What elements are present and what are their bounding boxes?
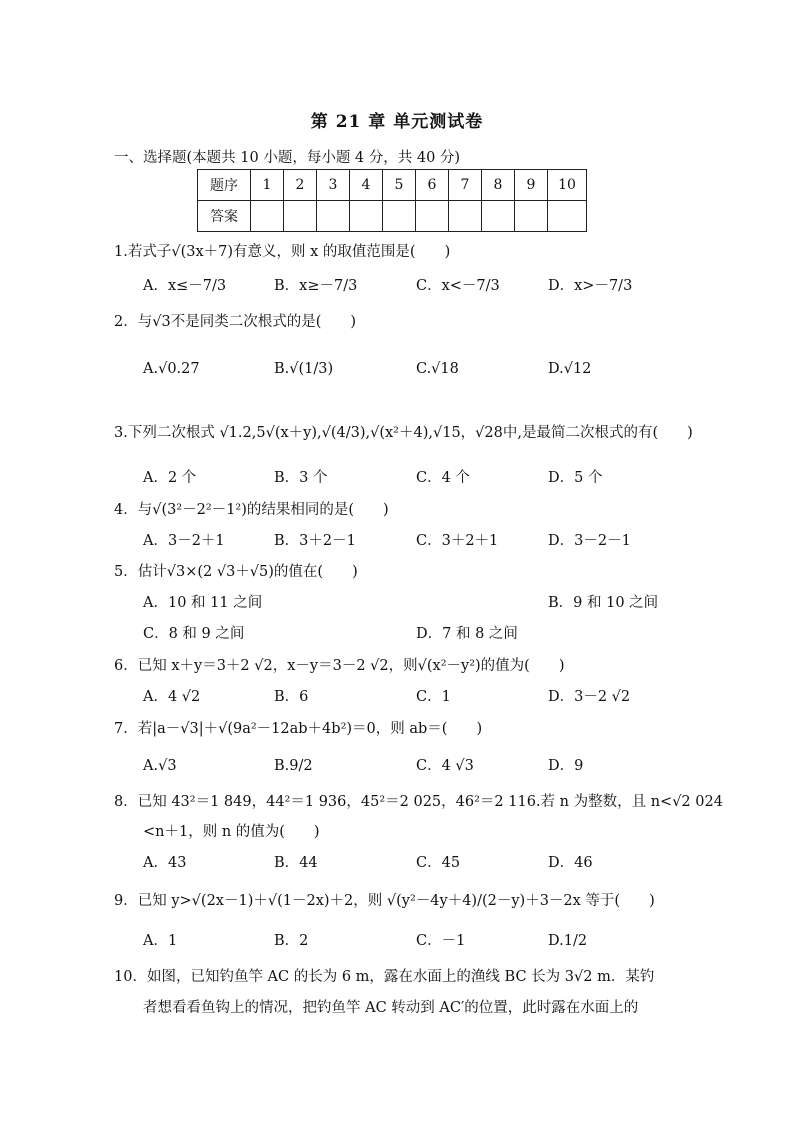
table-number: 6 — [416, 170, 449, 201]
question-1: 1.若式子√(3x＋7)有意义，则 x 的取值范围是( ) — [114, 244, 451, 260]
q7-option-d: D．9 — [548, 758, 584, 774]
table-number: 9 — [515, 170, 548, 201]
q4-option-a: A．3－2＋1 — [143, 533, 225, 549]
answer-table — [197, 169, 587, 232]
answer-cell[interactable] — [515, 201, 548, 232]
table-number: 5 — [383, 170, 416, 201]
answer-cell[interactable] — [251, 201, 284, 232]
section-heading: 一、选择题(本题共 10 小题，每小题 4 分，共 40 分) — [114, 150, 461, 166]
q6-option-c: C．1 — [416, 689, 451, 705]
q7-option-b: B.9/2 — [274, 758, 313, 774]
q8-option-a: A．43 — [143, 855, 187, 871]
q8-option-c: C．45 — [416, 855, 461, 871]
question-10-line-2: 者想看看鱼钩上的情况，把钓鱼竿 AC 转动到 AC′的位置，此时露在水面上的 — [143, 1000, 639, 1016]
q9-option-b: B．2 — [274, 933, 309, 949]
q9-option-a: A．1 — [143, 933, 178, 949]
question-9: 9．已知 y>√(2x－1)＋√(1－2x)＋2，则 √(y²－4y＋4)/(2－y)＋3－2x 等于( ) — [114, 893, 655, 909]
answer-cell[interactable] — [548, 201, 587, 232]
answer-cell[interactable] — [284, 201, 317, 232]
question-10-line-1: 10．如图，已知钓鱼竿 AC 的长为 6 m，露在水面上的渔线 BC 长为 3√2 m．某钓 — [114, 969, 655, 985]
answer-cell[interactable] — [416, 201, 449, 232]
q9-option-c: C．－1 — [416, 933, 466, 949]
q7-option-a: A.√3 — [143, 758, 177, 774]
question-3: 3.下列二次根式 √1.2,5√(x＋y),√(4/3),√(x²＋4),√15，√28中,是最简二次根式的有( ) — [114, 425, 693, 441]
answer-table-number-row — [198, 170, 587, 201]
q2-option-d: D.√12 — [548, 361, 592, 377]
table-number: 7 — [449, 170, 482, 201]
q5-option-a: A．10 和 11 之间 — [143, 595, 263, 611]
question-7: 7．若|a－√3|＋√(9a²－12ab＋4b²)＝0，则 ab＝( ) — [114, 721, 483, 737]
page-title: 第 21 章 单元测试卷 — [310, 112, 484, 132]
question-8-line-2: <n＋1，则 n 的值为( ) — [143, 824, 320, 840]
q2-option-b: B.√(1/3) — [274, 361, 334, 377]
table-head-order: 题序 — [198, 170, 251, 201]
q3-option-b: B．3 个 — [274, 470, 328, 486]
question-4: 4．与√(3²－2²－1²)的结果相同的是( ) — [114, 502, 389, 518]
answer-cell[interactable] — [482, 201, 515, 232]
question-6: 6．已知 x＋y＝3＋2 √2，x－y＝3－2 √2，则√(x²－y²)的值为( ) — [114, 658, 565, 674]
question-2: 2．与√3不是同类二次根式的是( ) — [114, 314, 357, 330]
q4-option-c: C．3＋2＋1 — [416, 533, 499, 549]
q1-option-a: A．x≤－7/3 — [143, 278, 227, 294]
q9-option-d: D.1/2 — [548, 933, 588, 949]
answer-cell[interactable] — [449, 201, 482, 232]
q5-option-b: B．9 和 10 之间 — [548, 595, 659, 611]
q1-option-b: B．x≥－7/3 — [274, 278, 358, 294]
q3-option-a: A．2 个 — [143, 470, 197, 486]
q6-option-b: B．6 — [274, 689, 309, 705]
q2-option-c: C.√18 — [416, 361, 459, 377]
q2-option-a: A.√0.27 — [143, 361, 200, 377]
q1-option-c: C．x<－7/3 — [416, 278, 500, 294]
question-8-line-1: 8．已知 43²＝1 849，44²＝1 936，45²＝2 025，46²＝2 116.若 n 为整数，且 n<√2 024 — [114, 794, 723, 810]
q4-option-b: B．3＋2－1 — [274, 533, 356, 549]
answer-table-answer-row — [198, 201, 587, 232]
table-number: 4 — [350, 170, 383, 201]
table-head-answer: 答案 — [198, 201, 251, 232]
question-5: 5．估计√3×(2 √3＋√5)的值在( ) — [114, 564, 358, 580]
answer-cell[interactable] — [350, 201, 383, 232]
q3-option-c: C．4 个 — [416, 470, 470, 486]
q5-option-d: D．7 和 8 之间 — [416, 626, 518, 642]
q8-option-d: D．46 — [548, 855, 593, 871]
q6-option-d: D．3－2 √2 — [548, 689, 631, 705]
q7-option-c: C．4 √3 — [416, 758, 474, 774]
answer-cell[interactable] — [317, 201, 350, 232]
answer-cell[interactable] — [383, 201, 416, 232]
table-number: 10 — [548, 170, 587, 201]
table-number: 8 — [482, 170, 515, 201]
q4-option-d: D．3－2－1 — [548, 533, 631, 549]
q5-option-c: C．8 和 9 之间 — [143, 626, 245, 642]
table-number: 2 — [284, 170, 317, 201]
table-number: 3 — [317, 170, 350, 201]
q6-option-a: A．4 √2 — [143, 689, 201, 705]
table-number: 1 — [251, 170, 284, 201]
q1-option-d: D．x>－7/3 — [548, 278, 633, 294]
q3-option-d: D．5 个 — [548, 470, 603, 486]
q8-option-b: B．44 — [274, 855, 318, 871]
